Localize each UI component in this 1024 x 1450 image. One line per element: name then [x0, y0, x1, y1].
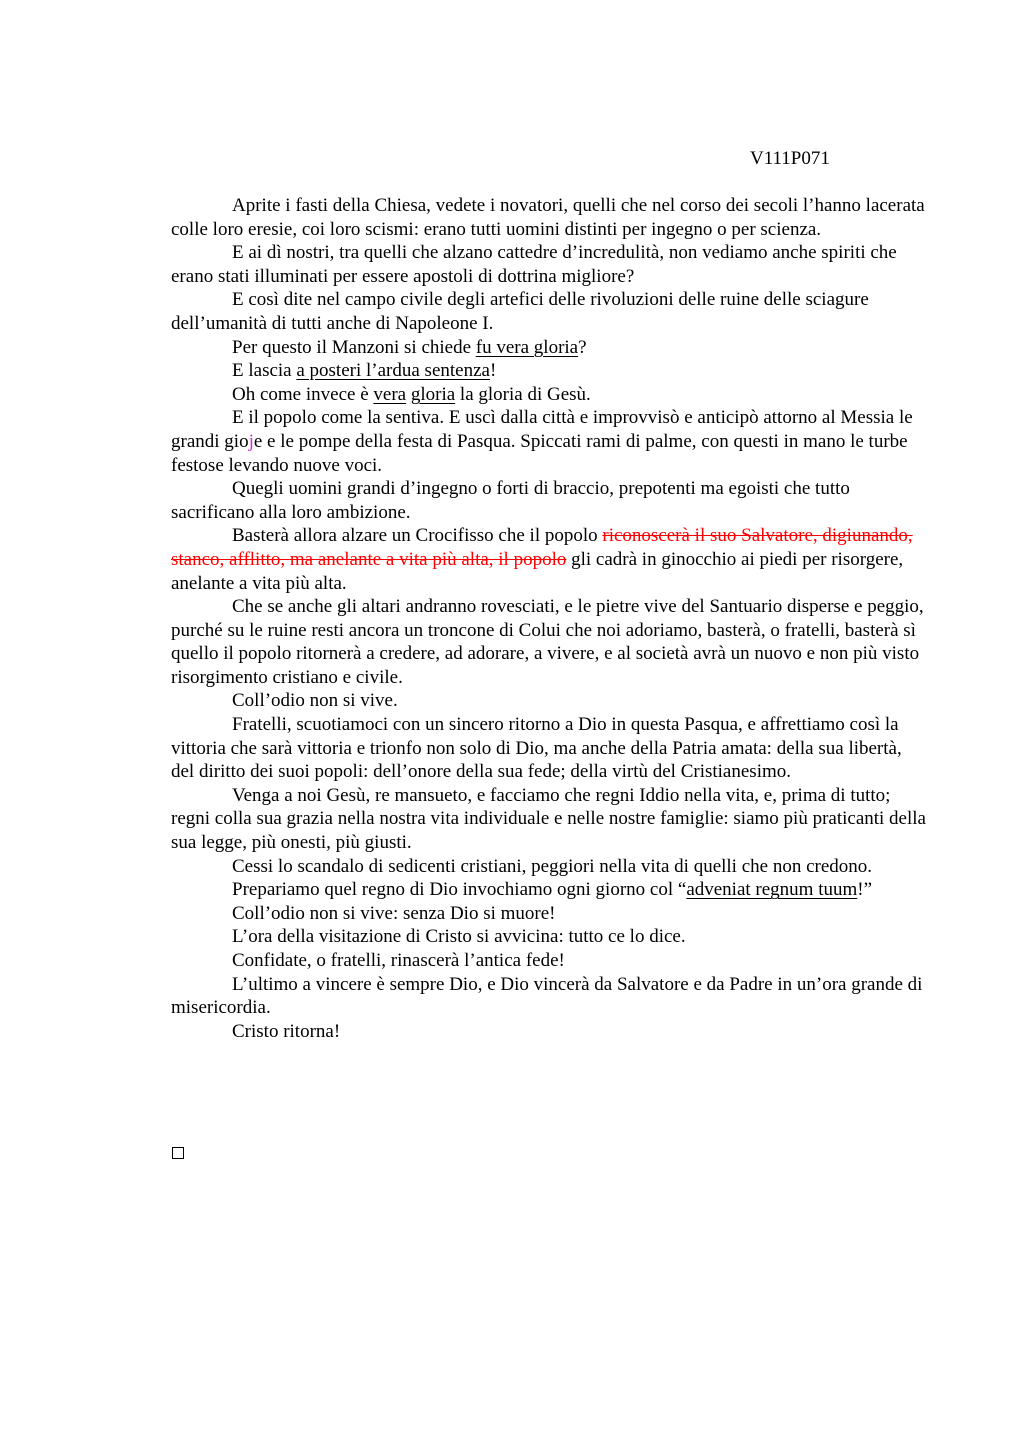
- text-run: L’ora della visitazione di Cristo si avvicina: tutto ce lo dice.: [232, 926, 686, 948]
- paragraph: [171, 595, 927, 689]
- text-run: Confidate, o fratelli, rinascerà l’antica fede!: [232, 950, 565, 971]
- text-run: E così dite nel campo civile degli artefici delle rivoluzioni delle ruine delle sciagure dell’umanità di tutti anche di Napoleone I.: [171, 289, 869, 334]
- paragraph: [171, 925, 927, 949]
- text-run: Oh come invece è: [232, 383, 374, 405]
- text-run: Aprite i fasti della Chiesa, vedete i novatori, quelli che nel corso dei secoli l’hanno lacerata colle loro eresie, coi loro scismi: erano tutti uomini distinti per ingegno o per scienza.: [171, 195, 925, 240]
- paragraph: [171, 1020, 927, 1044]
- paragraph: [171, 855, 927, 879]
- text-run: gli cadrà in ginocchio ai piedi per risorgere, anelante a vita più alta.: [171, 548, 904, 594]
- text-run: e e le pompe della festa di Pasqua. Spiccati rami di palme, con questi in mano le turbe festose levando nuove voci.: [171, 430, 908, 476]
- paragraph: [171, 383, 927, 407]
- paragraph: [171, 477, 927, 524]
- paragraph: [171, 689, 927, 713]
- paragraph: [171, 524, 927, 595]
- deleted-text: riconoscerà il suo Salvatore, digiunando, stanco, afflitto, ma anelante a vita più alta, il popolo: [171, 525, 913, 570]
- paragraph: [171, 713, 927, 784]
- text-run: !”: [857, 879, 873, 901]
- underlined-text: fu vera gloria: [475, 336, 579, 358]
- paragraph: [171, 336, 927, 360]
- paragraph: [171, 973, 927, 1020]
- paragraph: [171, 194, 927, 241]
- text-run: Che se anche gli altari andranno rovesciati, e le pietre vive del Santuario disperse e peggio, purché su le ruine resti ancora un troncone di Colui che noi adoriamo, basterà, o fratelli, basterà sì quello il popolo ritornerà a credere, ad adorare, a vivere, e al società avrà un nuovo e non più visto risorgimento cristiano e civile.: [171, 596, 924, 688]
- paragraph: [171, 359, 927, 383]
- underlined-text: gloria: [410, 383, 456, 405]
- text-run: Cessi lo scandalo di sedicenti cristiani, peggiori nella vita di quelli che non credono.: [232, 855, 873, 877]
- paragraph: [171, 288, 927, 335]
- paragraph: [171, 878, 927, 902]
- text-run: Basterà allora alzare un Crocifisso che il popolo: [232, 525, 603, 547]
- text-run: Coll’odio non si vive: senza Dio si muore!: [232, 902, 556, 924]
- paragraph: [171, 406, 927, 477]
- text-run: E lascia: [232, 360, 297, 382]
- inserted-text: j: [248, 430, 254, 452]
- text-run: la gloria di Gesù.: [455, 383, 591, 405]
- text-run: Fratelli, scuotiamoci con un sincero ritorno a Dio in questa Pasqua, e affrettiamo così la vittoria che sarà vittoria e trionfo non solo di Dio, ma anche della Patria amata: della sua libertà, del diritto dei suoi popoli: dell’onore della sua fede; della virtù del Cristianesimo.: [171, 714, 902, 783]
- text-run: Venga a noi Gesù, re mansueto, e facciamo che regni Iddio nella vita, e, prima di tutto; regni colla sua grazia nella nostra vita individuale e nelle nostre famiglie: siamo più praticanti della sua legge, più onesti, più giusti.: [171, 784, 926, 854]
- text-run: E il popolo come la sentiva. E uscì dalla città e improvvisò e anticipò attorno al Messia le grandi gio: [171, 407, 913, 452]
- text-run: L’ultimo a vincere è sempre Dio, e Dio vincerà da Salvatore e da Padre in un’ora grande di misericordia.: [171, 973, 923, 1019]
- page-code: V111P071: [750, 148, 830, 169]
- end-of-text-box-icon: [172, 1147, 184, 1159]
- text-run: !: [489, 360, 497, 382]
- text-run: Per questo il Manzoni si chiede: [232, 336, 476, 358]
- paragraph: [171, 241, 927, 288]
- text-run: Prepariamo quel regno di Dio invochiamo ogni giorno col “: [232, 879, 687, 901]
- text-run: Cristo ritorna!: [232, 1020, 341, 1042]
- text-run: ?: [578, 336, 587, 358]
- paragraph: [171, 949, 927, 973]
- text-run: Coll’odio non si vive.: [232, 690, 398, 712]
- underlined-text: a posteri l’ardua sentenza: [296, 360, 490, 382]
- document-body: [171, 194, 927, 1043]
- underlined-text: vera: [373, 383, 407, 405]
- paragraph: [171, 902, 927, 926]
- text-run: E ai dì nostri, tra quelli che alzano cattedre d’incredulità, non vediamo anche spiriti che erano stati illuminati per essere apostoli di dottrina migliore?: [171, 242, 897, 287]
- underlined-text: adveniat regnum tuum: [686, 879, 858, 901]
- text-run: Quegli uomini grandi d’ingegno o forti di braccio, prepotenti ma egoisti che tutto sacrificano alla loro ambizione.: [171, 478, 850, 523]
- paragraph: [171, 784, 927, 855]
